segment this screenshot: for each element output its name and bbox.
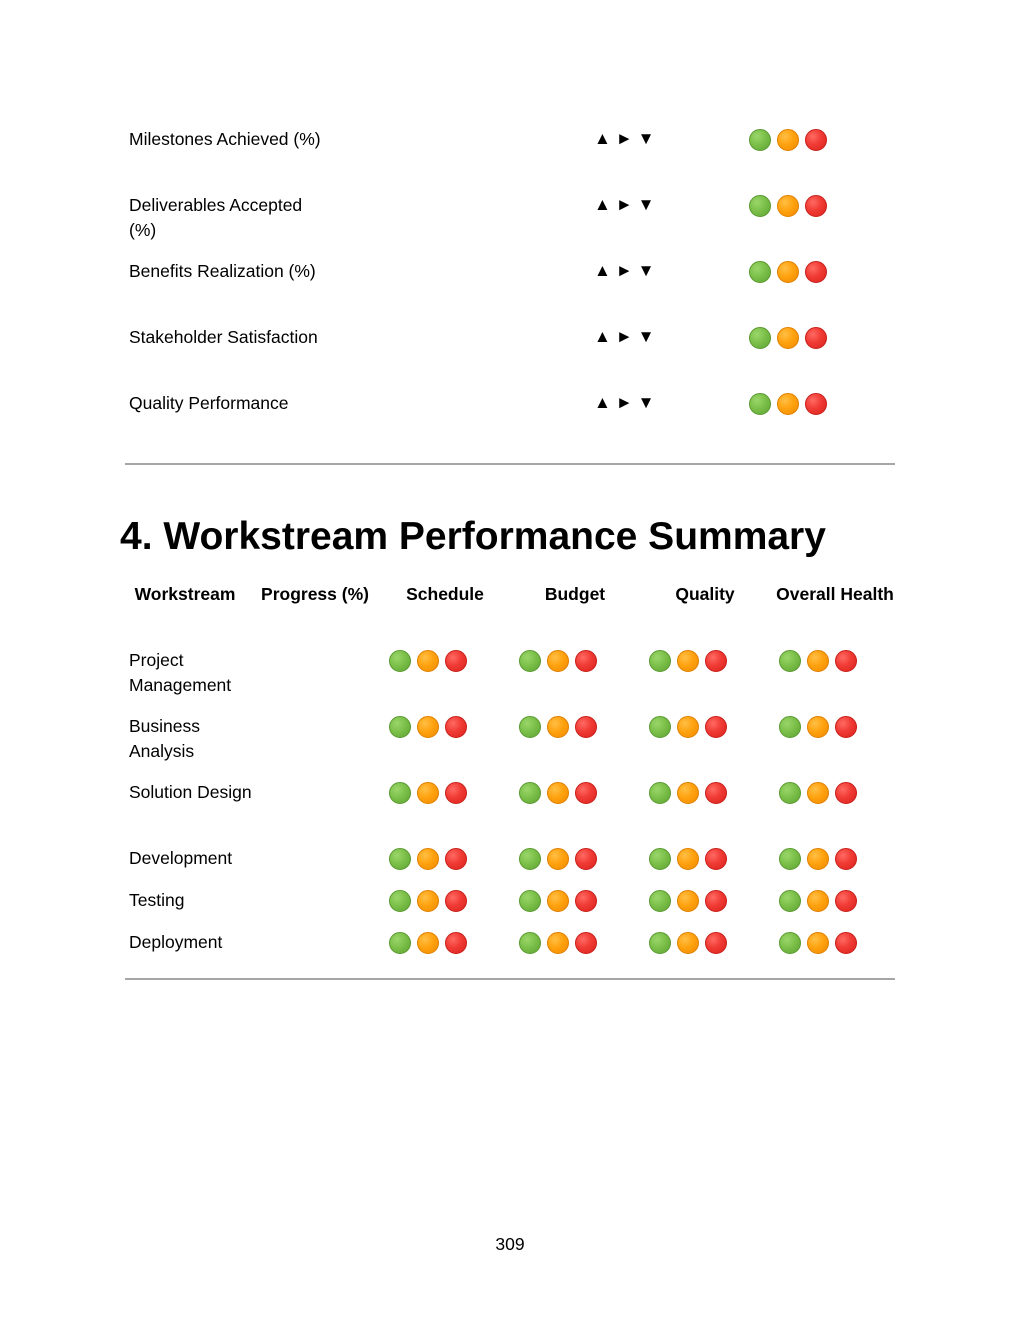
red-circle-icon (835, 716, 857, 738)
amber-circle-icon (417, 932, 439, 954)
amber-circle-icon (807, 650, 829, 672)
amber-circle-icon (547, 848, 569, 870)
green-circle-icon (779, 782, 801, 804)
green-circle-icon (519, 782, 541, 804)
green-circle-icon (389, 650, 411, 672)
overall-health-status-dots (779, 782, 857, 804)
red-circle-icon (445, 932, 467, 954)
amber-circle-icon (417, 890, 439, 912)
table-divider (125, 463, 895, 465)
kpi-name: Quality Performance (129, 393, 289, 413)
table-row (125, 778, 895, 844)
green-circle-icon (749, 195, 771, 217)
overall-health-status-dots (779, 932, 857, 954)
green-circle-icon (779, 890, 801, 912)
green-circle-icon (649, 716, 671, 738)
amber-circle-icon (777, 195, 799, 217)
red-circle-icon (805, 327, 827, 349)
triangle-up-icon: ▲ (594, 261, 611, 280)
red-circle-icon (835, 848, 857, 870)
table-row (125, 646, 895, 712)
green-circle-icon (519, 650, 541, 672)
status-dots (749, 393, 827, 415)
green-circle-icon (749, 261, 771, 283)
triangle-down-icon: ▼ (637, 195, 655, 214)
budget-status-dots (519, 650, 597, 672)
overall-health-status-dots (779, 848, 857, 870)
red-circle-icon (805, 261, 827, 283)
triangle-down-icon: ▼ (637, 129, 655, 148)
triangle-right-icon: ► (615, 129, 633, 148)
green-circle-icon (749, 129, 771, 151)
table-divider (125, 978, 895, 980)
amber-circle-icon (807, 932, 829, 954)
red-circle-icon (835, 890, 857, 912)
red-circle-icon (705, 890, 727, 912)
budget-status-dots (519, 782, 597, 804)
workstream-name: Project Management (129, 650, 232, 695)
green-circle-icon (649, 650, 671, 672)
red-circle-icon (835, 932, 857, 954)
workstream-name: Business Analysis (129, 716, 201, 761)
amber-circle-icon (417, 848, 439, 870)
triangle-right-icon: ► (615, 195, 633, 214)
red-circle-icon (705, 782, 727, 804)
overall-health-status-dots (779, 716, 857, 738)
column-header-quality: Quality (675, 584, 735, 604)
kpi-name: Deliverables Accepted (%) (129, 195, 303, 240)
amber-circle-icon (677, 716, 699, 738)
trend-indicators (594, 258, 659, 283)
amber-circle-icon (777, 327, 799, 349)
red-circle-icon (705, 932, 727, 954)
triangle-right-icon: ► (615, 261, 633, 280)
red-circle-icon (705, 650, 727, 672)
amber-circle-icon (807, 848, 829, 870)
kpi-row (125, 257, 895, 323)
schedule-status-dots (389, 932, 467, 954)
budget-status-dots (519, 848, 597, 870)
overall-health-status-dots (779, 650, 857, 672)
budget-status-dots (519, 890, 597, 912)
green-circle-icon (779, 650, 801, 672)
kpi-table (125, 125, 895, 455)
amber-circle-icon (547, 782, 569, 804)
workstream-name: Testing (129, 890, 185, 910)
workstream-name: Development (129, 848, 233, 868)
section-heading: 4. Workstream Performance Summary (120, 515, 826, 558)
green-circle-icon (389, 782, 411, 804)
trend-indicators (594, 126, 659, 151)
table-row (125, 886, 895, 928)
green-circle-icon (649, 848, 671, 870)
red-circle-icon (445, 848, 467, 870)
red-circle-icon (835, 650, 857, 672)
schedule-status-dots (389, 848, 467, 870)
kpi-row (125, 323, 895, 389)
amber-circle-icon (547, 716, 569, 738)
triangle-up-icon: ▲ (594, 327, 611, 346)
column-header-budget: Budget (544, 584, 606, 604)
kpi-row (125, 389, 895, 455)
triangle-down-icon: ▼ (637, 327, 655, 346)
kpi-row (125, 125, 895, 191)
kpi-name: Benefits Realization (%) (129, 261, 316, 281)
red-circle-icon (575, 890, 597, 912)
column-header-workstream: Workstream (134, 584, 236, 604)
green-circle-icon (779, 716, 801, 738)
red-circle-icon (705, 716, 727, 738)
amber-circle-icon (677, 650, 699, 672)
red-circle-icon (445, 716, 467, 738)
green-circle-icon (519, 848, 541, 870)
column-header-schedule: Schedule (406, 584, 484, 604)
green-circle-icon (389, 848, 411, 870)
amber-circle-icon (807, 782, 829, 804)
green-circle-icon (749, 327, 771, 349)
amber-circle-icon (677, 782, 699, 804)
overall-health-status-dots (779, 890, 857, 912)
schedule-status-dots (389, 716, 467, 738)
amber-circle-icon (777, 129, 799, 151)
red-circle-icon (575, 932, 597, 954)
status-dots (749, 195, 827, 217)
budget-status-dots (519, 716, 597, 738)
table-row (125, 928, 895, 970)
red-circle-icon (445, 890, 467, 912)
triangle-up-icon: ▲ (594, 195, 611, 214)
green-circle-icon (519, 932, 541, 954)
amber-circle-icon (807, 716, 829, 738)
green-circle-icon (389, 716, 411, 738)
status-dots (749, 261, 827, 283)
red-circle-icon (575, 782, 597, 804)
schedule-status-dots (389, 782, 467, 804)
kpi-name: Stakeholder Satisfaction (129, 327, 318, 347)
green-circle-icon (519, 716, 541, 738)
quality-status-dots (649, 782, 727, 804)
green-circle-icon (649, 890, 671, 912)
table-row (125, 844, 895, 886)
red-circle-icon (805, 129, 827, 151)
amber-circle-icon (777, 393, 799, 415)
budget-status-dots (519, 932, 597, 954)
workstream-name: Deployment (129, 932, 223, 952)
amber-circle-icon (547, 650, 569, 672)
green-circle-icon (649, 782, 671, 804)
green-circle-icon (649, 932, 671, 954)
amber-circle-icon (677, 890, 699, 912)
trend-indicators (594, 324, 659, 349)
quality-status-dots (649, 890, 727, 912)
amber-circle-icon (677, 848, 699, 870)
kpi-name: Milestones Achieved (%) (129, 129, 321, 149)
red-circle-icon (445, 650, 467, 672)
green-circle-icon (389, 890, 411, 912)
quality-status-dots (649, 848, 727, 870)
red-circle-icon (575, 716, 597, 738)
amber-circle-icon (777, 261, 799, 283)
amber-circle-icon (547, 890, 569, 912)
schedule-status-dots (389, 650, 467, 672)
triangle-right-icon: ► (615, 393, 633, 412)
status-dots (749, 327, 827, 349)
red-circle-icon (575, 848, 597, 870)
schedule-status-dots (389, 890, 467, 912)
triangle-down-icon: ▼ (637, 393, 655, 412)
table-header-row (125, 582, 895, 646)
page-number: 309 (495, 1234, 525, 1254)
trend-indicators (594, 390, 659, 415)
green-circle-icon (389, 932, 411, 954)
amber-circle-icon (417, 716, 439, 738)
red-circle-icon (805, 393, 827, 415)
workstream-table (125, 582, 895, 970)
triangle-up-icon: ▲ (594, 393, 611, 412)
amber-circle-icon (677, 932, 699, 954)
status-dots (749, 129, 827, 151)
amber-circle-icon (417, 650, 439, 672)
green-circle-icon (779, 932, 801, 954)
amber-circle-icon (547, 932, 569, 954)
table-row (125, 712, 895, 778)
quality-status-dots (649, 650, 727, 672)
column-header-progress: Progress (%) (261, 584, 369, 604)
red-circle-icon (705, 848, 727, 870)
red-circle-icon (445, 782, 467, 804)
trend-indicators (594, 192, 659, 217)
workstream-name: Solution Design (129, 782, 252, 802)
red-circle-icon (805, 195, 827, 217)
green-circle-icon (749, 393, 771, 415)
column-header-overall-health: Overall Health (776, 584, 894, 604)
quality-status-dots (649, 716, 727, 738)
green-circle-icon (519, 890, 541, 912)
quality-status-dots (649, 932, 727, 954)
amber-circle-icon (807, 890, 829, 912)
triangle-right-icon: ► (615, 327, 633, 346)
kpi-row (125, 191, 895, 257)
amber-circle-icon (417, 782, 439, 804)
triangle-down-icon: ▼ (637, 261, 655, 280)
green-circle-icon (779, 848, 801, 870)
red-circle-icon (575, 650, 597, 672)
red-circle-icon (835, 782, 857, 804)
triangle-up-icon: ▲ (594, 129, 611, 148)
